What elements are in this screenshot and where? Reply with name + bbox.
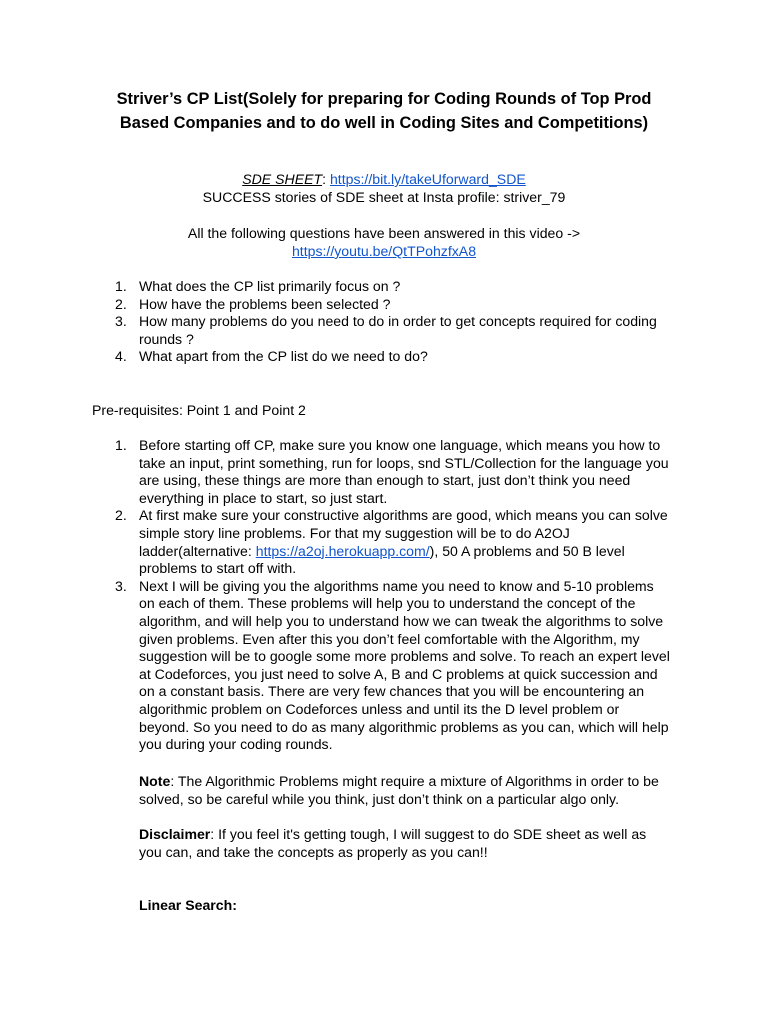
list-item-text-before: At first make sure your constructive algorithms are good, which means you can solve simple story line problems. For that my suggestion will be to do A2OJ ladder(alternative:	[139, 507, 668, 559]
prerequisites-heading: Pre-requisites: Point 1 and Point 2	[92, 402, 306, 418]
list-item-text: What does the CP list primarily focus on ?	[139, 278, 401, 294]
list-number: 2.	[115, 295, 127, 312]
video-intro-text: All the following questions have been answered in this video ->	[187, 225, 581, 241]
linear-search-heading	[139, 897, 672, 915]
list-number: 1.	[115, 437, 127, 453]
disclaimer-label: Disclaimer	[139, 826, 211, 842]
video-line	[96, 243, 672, 261]
list-item-text: How many problems do you need to do in order to get concepts required for coding rounds ?	[139, 313, 657, 347]
list-item-text: How have the problems been selected ?	[139, 295, 391, 312]
list-item-text: Next I will be giving you the algorithms name you need to know and 5-10 problems on each of them. These problems will help you to understand the concept of the algorithm, and will help you to understand how we can tweak the algorithms to solve given problems. Even after this you don’t feel comfortable with the Algorithm, my suggestion will be to google some more problems and solve. To reach an expert level at Codeforces, you just need to solve A, B and C problems at quick succession and on a constant basis. There are very few chances that you will be encountering an algorithmic problem on Codeforces unless and until its the D level problem or beyond. So you need to do as many algorithmic problems as you can, which will help you during your coding rounds.	[139, 577, 670, 753]
list-item	[96, 313, 672, 348]
note-label: Note	[139, 773, 171, 789]
questions-list	[96, 278, 672, 366]
a2oj-link[interactable]: https://a2oj.herokuapp.com/	[255, 542, 430, 559]
steps-list	[96, 437, 672, 754]
list-item-text: What apart from the CP list do we need to do?	[139, 348, 428, 365]
note-paragraph	[139, 773, 672, 808]
list-number: 2.	[115, 507, 127, 524]
success-stories-line: SUCCESS stories of SDE sheet at Insta profile: striver_79	[202, 189, 566, 205]
video-link[interactable]: https://youtu.be/QtTPohzfxA8	[291, 243, 477, 259]
list-item	[96, 348, 672, 366]
list-number: 4.	[115, 348, 127, 365]
list-item-text: Before starting off CP, make sure you know one language, which means you how to take an input, print something, run for loops, snd STL/Collection for the language you are using, these things are more than enough to start, just don’t think you need everything in place to start, so just start.	[139, 437, 669, 506]
list-item	[96, 578, 672, 754]
disclaimer-text: : If you feel it's getting tough, I will suggest to do SDE sheet as well as you can, and take the concepts as properly as you can!!	[139, 826, 647, 860]
disclaimer-paragraph	[139, 826, 672, 861]
list-number: 3.	[115, 313, 127, 330]
linear-search-label: Linear Search:	[139, 897, 237, 913]
sde-sheet-line	[96, 171, 672, 189]
note-text: : The Algorithmic Problems might require a mixture of Algorithms in order to be solved, so be careful while you think, just don’t think on a particular algo only.	[139, 773, 659, 807]
sde-sheet-separator: :	[322, 171, 330, 187]
sde-sheet-label: SDE SHEET	[242, 171, 323, 187]
list-item	[96, 437, 672, 507]
page-title: Striver’s CP List(Solely for preparing for Coding Rounds of Top Prod Based Companies and to do well in Coding Sites and Competitions)	[116, 90, 652, 133]
list-item-text-after: ), 50 A problems and 50 B level problems to start off with.	[139, 542, 625, 577]
list-number: 3.	[115, 577, 127, 594]
sde-sheet-link[interactable]: https://bit.ly/takeUforward_SDE	[329, 171, 526, 187]
list-item	[96, 507, 672, 577]
list-item	[96, 296, 672, 314]
list-item	[96, 278, 672, 296]
list-number: 1.	[115, 278, 127, 294]
